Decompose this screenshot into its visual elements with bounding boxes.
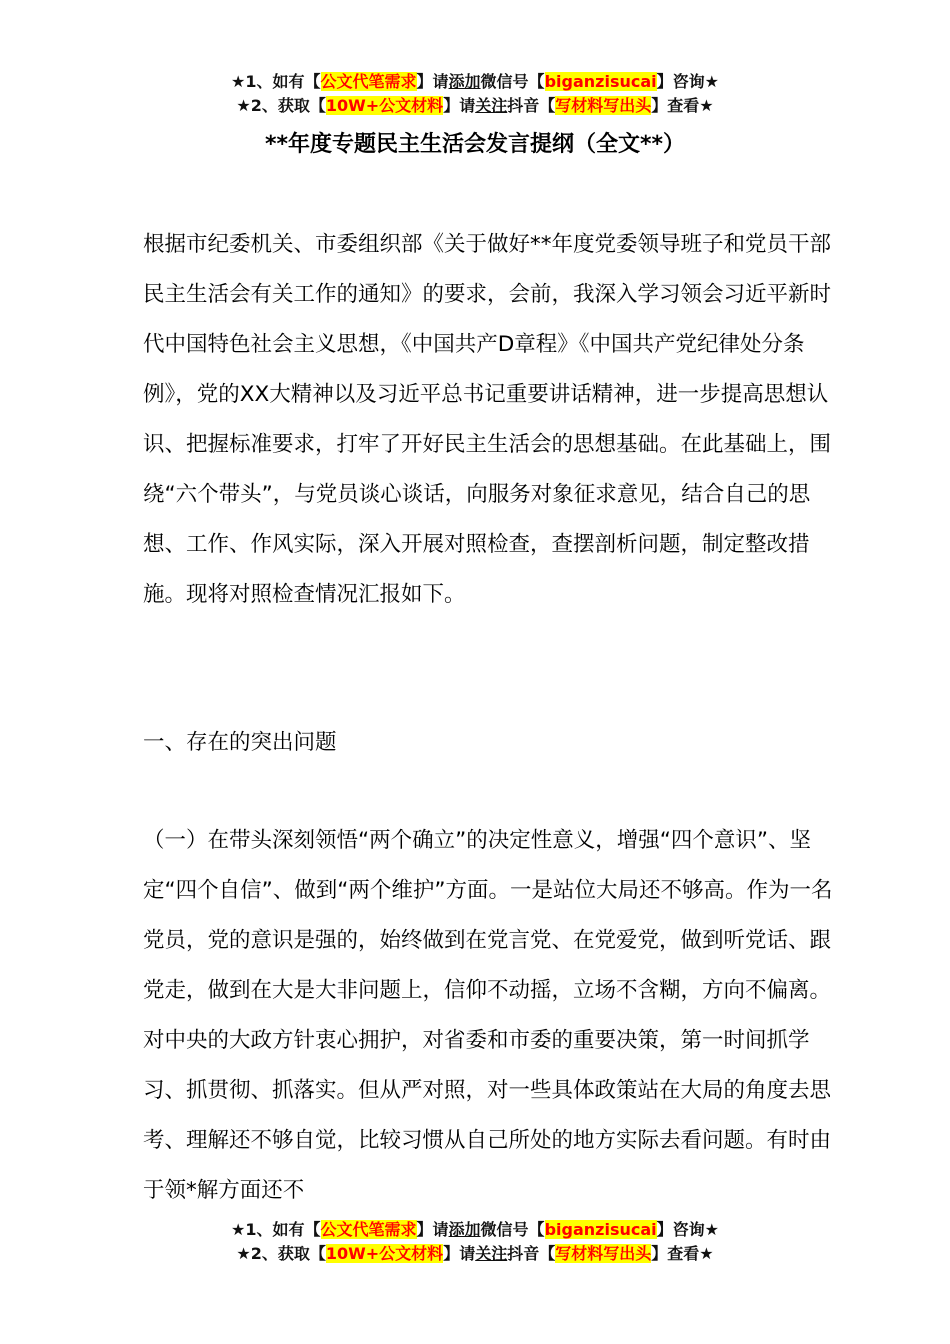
banner-line-2 [0, 94, 950, 118]
document-title: **年度专题民主生活会发言提纲（全文**） [264, 132, 686, 157]
banner-wechat-id: biganzisucai [544, 72, 657, 91]
paragraph-section-1: （一）在带头深刻领悟“两个确立”的决定性意义，增强“四个意识”、坚定“四个自信”、做到“两个维护”方面。一是站位大局还不够高。作为一名党员，党的意识是强的，始终做到在党言党、在党爱党，做到听党话、跟党走，做到在大是大非问题上，信仰不动摇，立场不含糊，方向不偏离。对中央的大政方针衷心拥护，对省委和市委的重要决策，第一时间抓学习、抓贯彻、抓落实。但从严对照，对一些具体政策站在大局的角度去思考、理解还不够自觉，比较习惯从自己所处的地方实际去看问题。有时由于领*解方面还不 [143, 828, 833, 1203]
section-heading-wrapper [143, 718, 833, 768]
top-banner [0, 70, 950, 118]
document-body [143, 220, 833, 620]
banner-text: ★1、如有【 [231, 1220, 321, 1239]
banner-text: 】请 [416, 1220, 449, 1239]
banner-text: 】查看★ [651, 96, 714, 115]
banner-text: 】咨询★ [656, 1220, 719, 1239]
banner-underlined-text: 关注 [475, 1244, 508, 1263]
banner-text: 】请 [443, 1244, 476, 1263]
banner-underlined-text: 添加 [448, 1220, 481, 1239]
banner-text: 】查看★ [651, 1244, 714, 1263]
banner-text: ★2、获取【 [236, 96, 326, 115]
banner-douyin-id: 写材料写出头 [555, 1244, 652, 1263]
banner-text: 抖音【 [507, 96, 556, 115]
banner-line-1 [0, 1218, 950, 1242]
banner-line-1 [0, 70, 950, 94]
banner-text: 微信号【 [480, 1220, 545, 1239]
banner-underlined-text: 添加 [448, 72, 481, 91]
banner-text: 微信号【 [480, 72, 545, 91]
banner-text: 】请 [443, 96, 476, 115]
banner-text: 】请 [416, 72, 449, 91]
banner-highlight: 公文代笔需求 [320, 72, 417, 91]
banner-text: ★2、获取【 [236, 1244, 326, 1263]
banner-line-2 [0, 1242, 950, 1266]
banner-text: ★1、如有【 [231, 72, 321, 91]
banner-douyin-id: 写材料写出头 [555, 96, 652, 115]
bottom-banner [0, 1218, 950, 1266]
banner-wechat-id: biganzisucai [544, 1220, 657, 1239]
banner-highlight: 10W+公文材料 [325, 1244, 444, 1263]
banner-text: 抖音【 [507, 1244, 556, 1263]
banner-underlined-text: 关注 [475, 96, 508, 115]
paragraph-wrapper [143, 816, 833, 1216]
banner-highlight: 公文代笔需求 [320, 1220, 417, 1239]
section-heading: 一、存在的突出问题 [143, 730, 337, 755]
banner-highlight: 10W+公文材料 [325, 96, 444, 115]
banner-text: 】咨询★ [656, 72, 719, 91]
paragraph-intro: 根据市纪委机关、市委组织部《关于做好**年度党委领导班子和党员干部民主生活会有关工作的通知》的要求，会前，我深入学习领会习近平新时代中国特色社会主义思想，《中国共产D章程》《中国共产党纪律处分条例》，党的XX大精神以及习近平总书记重要讲话精神，进一步提高思想认识、把握标准要求，打牢了开好民主生活会的思想基础。在此基础上，围绕“六个带头”，与党员谈心谈话，向服务对象征求意见，结合自己的思想、工作、作风实际，深入开展对照检查，查摆剖析问题，制定整改措施。现将对照检查情况汇报如下。 [143, 232, 832, 607]
